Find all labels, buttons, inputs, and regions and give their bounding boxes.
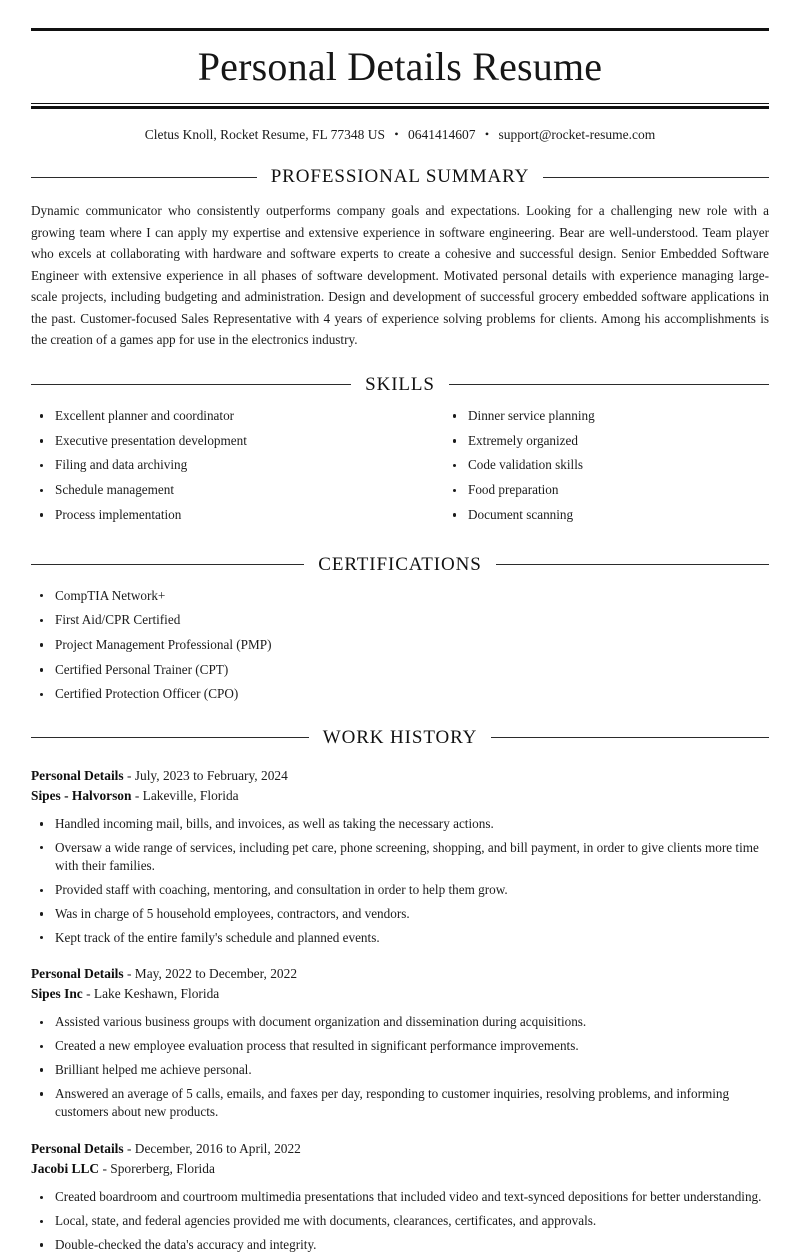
job-dash: - [86,986,91,1002]
contact-line [31,126,769,144]
job-title: Personal Details [31,966,124,982]
job-dates: December, 2016 to April, 2022 [134,1141,301,1157]
job-dates: July, 2023 to February, 2024 [134,767,288,783]
contact-email: support@rocket-resume.com [498,126,656,142]
heading-label: PROFESSIONAL SUMMARY [270,166,530,188]
job-dash: - [126,966,132,982]
job-location: Lakeville, Florida [142,787,239,803]
section-work-history [31,727,769,1255]
skills-columns [31,396,769,531]
list-item: Kept track of the entire family's schedule and planned events. [31,929,769,948]
section-professional-summary [31,166,769,351]
header-bottom-rule [31,103,769,109]
contact-separator-1: • [394,126,399,141]
list-item: Brilliant helped me achieve personal. [31,1061,769,1080]
heading-rule-left [31,177,257,178]
job-company: Jacobi LLC [31,1161,100,1177]
certifications-list [31,587,769,704]
heading-rule-right [449,384,769,385]
list-item: Oversaw a wide range of services, including pet care, phone screening, shopping, and bill payment, in order to give clients more time with their families. [31,839,769,876]
list-item: First Aid/CPR Certified [31,611,769,629]
job-title-row [31,766,769,786]
section-skills [31,374,769,531]
heading-rule-left [31,564,304,565]
job-location: Lake Keshawn, Florida [93,986,220,1002]
job-bullets [31,815,769,947]
heading-rule-right [543,177,769,178]
list-item: Excellent planner and coordinator [31,407,400,425]
list-item: Created a new employee evaluation process that resulted in significant performance improvements. [31,1037,769,1056]
heading-label: CERTIFICATIONS [318,553,482,575]
list-item: Answered an average of 5 calls, emails, and faxes per day, responding to customer inquiries, resolving problems, and informing customers about new products. [31,1085,769,1122]
heading-label: SKILLS [365,373,435,395]
heading-rule-right [496,564,769,565]
list-item: Handled incoming mail, bills, and invoices, as well as taking the necessary actions. [31,815,769,834]
header-top-rule [31,28,769,31]
list-item: Schedule management [31,481,400,499]
list-item: Food preparation [444,481,769,499]
list-item: Dinner service planning [444,407,769,425]
heading-rule-left [31,384,351,385]
list-item: Process implementation [31,506,400,524]
resume-document [0,28,800,1252]
job-title: Personal Details [31,767,124,783]
list-item: Local, state, and federal agencies provided me with documents, clearances, certificates, and approvals. [31,1212,769,1231]
list-item: Provided staff with coaching, mentoring, and consultation in order to help them grow. [31,881,769,900]
list-item: CompTIA Network+ [31,587,769,605]
job-dates: May, 2022 to December, 2022 [134,966,298,982]
job-dash: - [134,787,140,803]
contact-separator-2: • [484,126,490,141]
heading-rule-left [31,737,309,738]
list-item: Was in charge of 5 household employees, contractors, and vendors. [31,905,769,924]
job-company-row [31,786,769,806]
skills-column-right [400,396,769,531]
job-title: Personal Details [31,1141,124,1157]
work-history-entry [31,1139,769,1254]
summary-text: Dynamic communicator who consistently outperforms company goals and expectations. Looking for a challenging new role with a growing team where I can apply my expertise and extensive experience in software engineering. Bear are well-understood. Team player who excels at collaborating with hardware and software experts to create a cohesive and successful design. Senior Embedded Software Engineer with extensive experience in all phases of software development. Motivated personal details with experience managing large-scale projects, including budgeting and administration. Design and development of successful grocery embedded software applications in the past. Customer-focused Sales Representative with 4 years of experience solving problems for clients. Among his accomplishments is the creation of a games app for use in the electronics industry. [31,203,769,348]
list-item: Project Management Professional (PMP) [31,636,769,654]
job-title-row [31,1139,769,1159]
work-history-entry [31,766,769,948]
job-location: Sporerberg, Florida [110,1161,215,1177]
list-item: Certified Personal Trainer (CPT) [31,661,769,679]
contact-phone: 0641414607 [407,126,476,142]
job-dash: - [126,1141,132,1157]
list-item: Assisted various business groups with document organization and dissemination during acquisitions. [31,1013,769,1032]
section-heading-professional-summary [31,166,769,188]
list-item: Filing and data archiving [31,456,400,474]
section-heading-work-history [31,727,769,749]
job-dash: - [126,767,132,783]
skills-list-left [31,407,400,524]
list-item: Created boardroom and courtroom multimedia presentations that included video and text-synced depositions for better understanding. [31,1188,769,1207]
job-dash: - [102,1161,107,1177]
contact-address: Cletus Knoll, Rocket Resume, FL 77348 US [144,126,386,142]
job-company-row [31,1159,769,1179]
job-title-row [31,964,769,984]
resume-header [31,28,769,143]
heading-label: WORK HISTORY [322,726,478,748]
section-certifications [31,554,769,704]
list-item: Document scanning [444,506,769,524]
list-item: Double-checked the data's accuracy and integrity. [31,1236,769,1255]
job-bullets [31,1188,769,1254]
skills-list-right [444,407,769,524]
work-history-entry [31,964,769,1122]
list-item: Code validation skills [444,456,769,474]
heading-rule-right [491,737,769,738]
list-item: Certified Protection Officer (CPO) [31,685,769,703]
job-company: Sipes Inc [31,986,83,1002]
skills-column-left [31,396,400,531]
list-item: Extremely organized [444,432,769,450]
section-heading-skills [31,374,769,396]
section-heading-certifications [31,554,769,576]
job-company: Sipes - Halvorson [31,787,132,803]
list-item: Executive presentation development [31,432,400,450]
page-title: Personal Details Resume [197,44,603,89]
job-bullets [31,1013,769,1122]
job-company-row [31,984,769,1004]
